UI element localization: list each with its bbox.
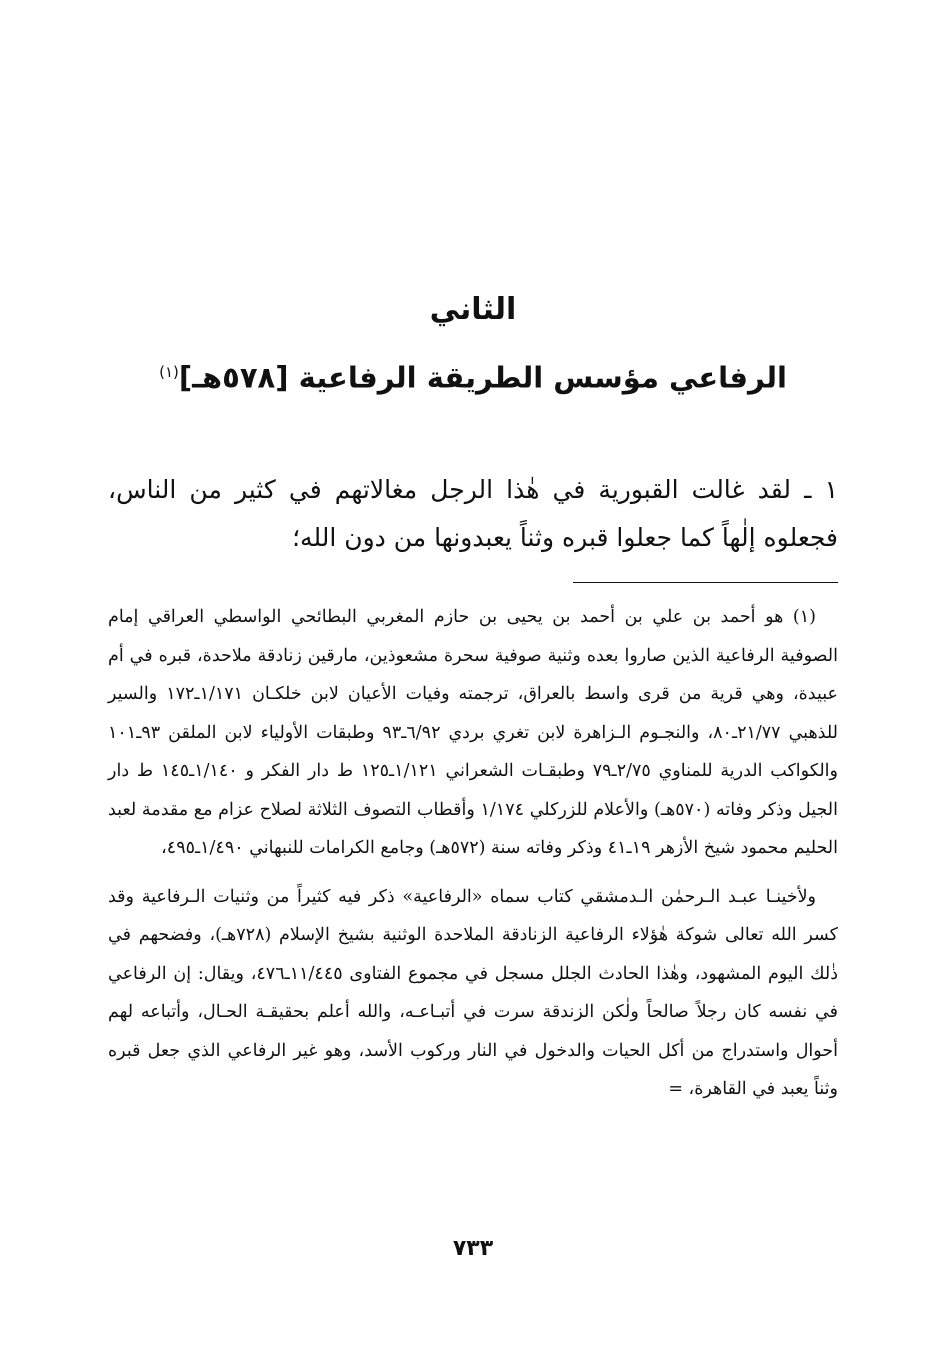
footnote-separator — [573, 582, 838, 583]
footnote-paragraph: ولأخينـا عبـد الـرحمٰن الـدمشقي كتاب سماه «الرفاعية» ذكر فيه كثيراً من وثنيات الـرفاعية وقد كسر الله تعالى شوكة هٰؤلاء الرفاعية الزنادقة الملاحدة الوثنية بشيخ الإسلام (٧٢٨هـ)، وفضحهم في ذٰلك اليوم المشهود، وهٰذا الحادث الجلل مسجل في مجموع الفتاوى ١١/٤٤٥ـ٤٧٦، ويقال: إن الرفاعي في نفسه كان رجلاً صالحاً ولٰكن الزندقة سرت في أتبـاعـه، والله أعلم بحقيقـة الحـال، وأتباعه لهم أحوال واستدراج من أكل الحيات والدخول في النار وركوب الأسد، وهو غير الرفاعي الذي جعل قبره وثناً يعبد في القاهرة، = — [108, 886, 838, 1099]
footnote-paragraph: (١) هو أحمد بن علي بن أحمد بن يحيى بن حازم المغربي البطائحي الواسطي العراقي إمام الصوفية الرفاعية الذين صاروا بعده وثنية صوفية سحرة مشعوذين، مارقين زنادقة ملاحدة، قبره في أم عبيدة، وهي قرية من قرى واسط بالعراق، ترجمته وفيات الأعيان لابن خلكـان ١/١٧١ـ١٧٢ والسير للذهبي ٢١/٧٧ـ٨٠، والنجـوم الـزاهرة لابن تغري بردي ٦/٩٢ـ٩٣ وطبقات الأولياء لابن الملقن ٩٣ـ١٠١ والكواكب الدرية للمناوي ٢/٧٥ـ٧٩ وطبقـات الشعراني ١/١٢١ـ١٢٥ ط دار الفكر و ١/١٤٠ـ١٤٥ ط دار الجيل وذكر وفاته (٥٧٠هـ) والأعلام للزركلي ١/١٧٤ وأقطاب التصوف الثلاثة لصلاح عزام مع مقدمة لعبد الحليم محمود شيخ الأزهر ١٩ـ٤١ وذكر وفاته سنة (٥٧٢هـ) وجامع الكرامات للنبهاني ١/٤٩٠ـ٤٩٥، — [108, 607, 838, 858]
section-title-text: الرفاعي مؤسس الطريقة الرفاعية [٥٧٨هـ] — [178, 360, 787, 395]
page-number: ٧٣٣ — [452, 1236, 494, 1261]
footnote-reference: (١) — [159, 363, 179, 381]
section-title — [0, 350, 946, 400]
body-paragraph: ١ ـ لقد غالت القبورية في هٰذا الرجل مغالاتهم في كثير من الناس، فجعلوه إلٰهاً كما جعلوا قبره وثناً يعبدونها من دون الله؛ — [108, 475, 838, 552]
chapter-title: الثاني — [429, 292, 517, 327]
footnotes — [108, 598, 838, 1109]
